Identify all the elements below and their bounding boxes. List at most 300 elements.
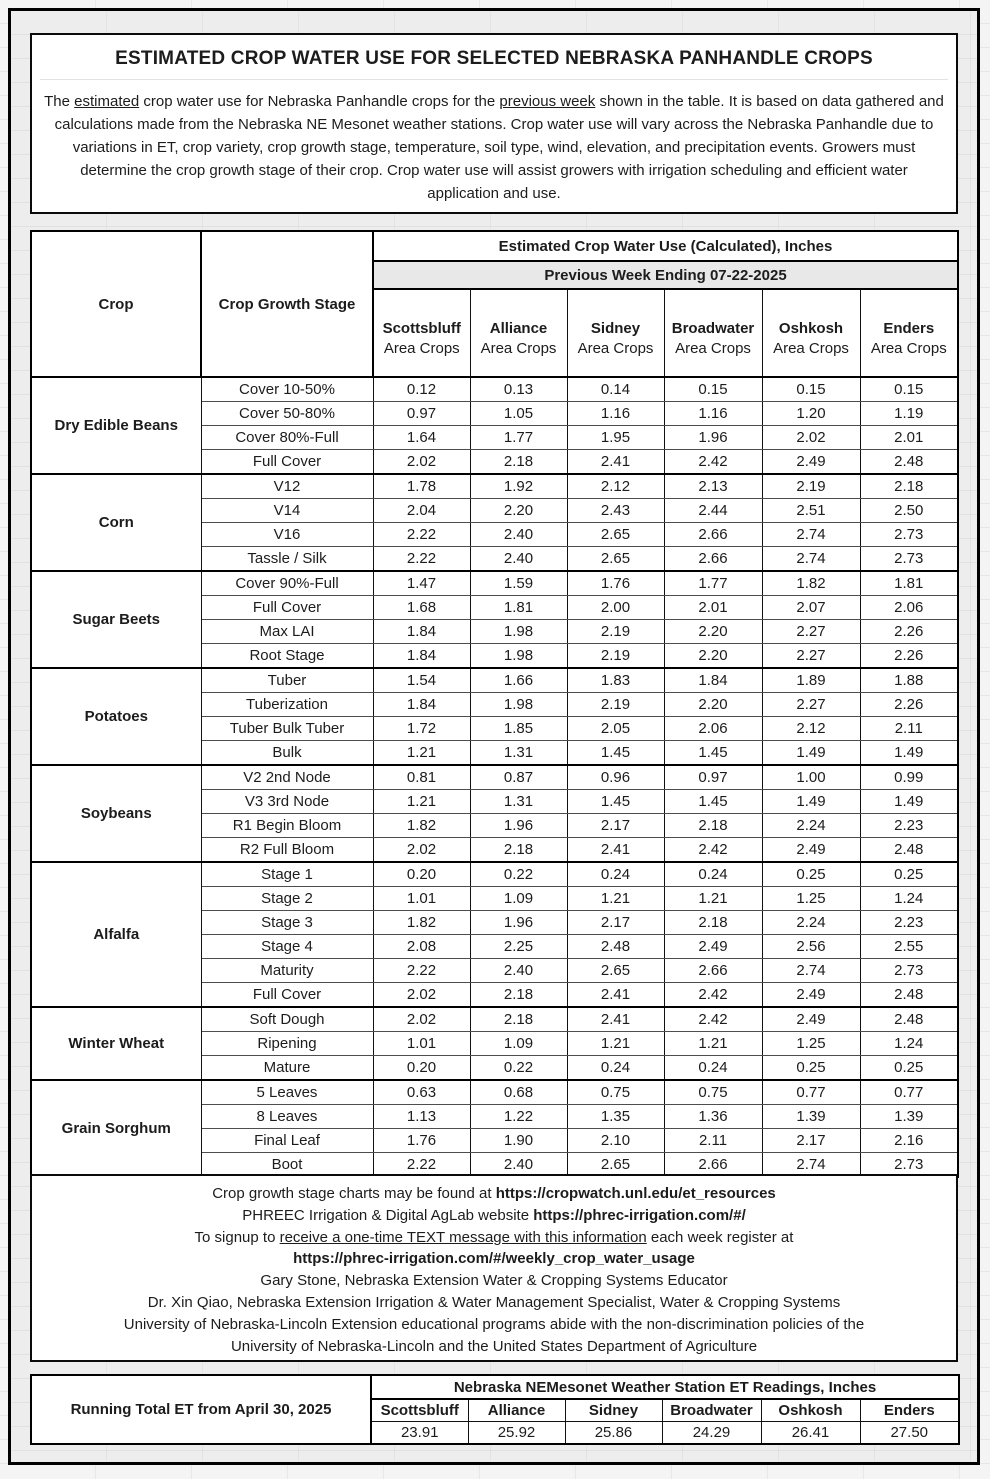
footer-box [30,1174,958,1362]
text-run: University of Nebraska-Lincoln Extension educational programs abide with the non-discrimination policies of the [123,1315,865,1333]
water-use-value-cell: 1.49 [860,790,958,814]
water-use-value-cell: 1.09 [470,887,567,911]
growth-stage-cell: Full Cover [201,596,373,620]
water-use-value-cell: 1.19 [860,402,958,426]
document-title: ESTIMATED CROP WATER USE FOR SELECTED NEBRASKA PANHANDLE CROPS [40,48,948,80]
water-use-value-cell: 0.22 [470,862,567,887]
water-use-value-cell: 1.76 [373,1129,470,1153]
water-use-value-cell: 2.02 [373,450,470,475]
water-use-value-cell: 0.99 [860,765,958,790]
water-use-value-cell: 1.72 [373,717,470,741]
water-use-value-cell: 1.09 [470,1032,567,1056]
water-use-value-cell: 2.40 [470,547,567,572]
water-use-value-cell: 2.55 [860,935,958,959]
water-use-value-cell: 2.19 [567,644,664,669]
et-value-cell: 23.91 [371,1422,468,1445]
crop-name-cell: Dry Edible Beans [31,377,201,474]
station-sub-label: Area Crops [480,339,557,357]
growth-stage-cell: 5 Leaves [201,1080,373,1105]
water-use-value-cell: 2.48 [860,450,958,475]
intro-paragraph [44,90,944,205]
water-use-value-cell: 2.17 [567,814,664,838]
water-use-value-cell: 2.74 [762,1153,860,1178]
col-header-crop: Crop [31,231,201,377]
water-use-value-cell: 2.12 [567,474,664,499]
water-use-value-cell: 2.26 [860,620,958,644]
water-use-value-cell: 1.45 [567,790,664,814]
et-readings-table [30,1374,960,1445]
water-use-value-cell: 1.05 [470,402,567,426]
growth-stage-cell: Bulk [201,741,373,766]
text-run: each week register at [646,1228,794,1246]
water-use-value-cell: 1.24 [860,1032,958,1056]
crop-stage-row [31,377,958,402]
water-use-value-cell: 1.49 [860,741,958,766]
water-use-value-cell: 2.27 [762,693,860,717]
water-use-value-cell: 1.98 [470,620,567,644]
water-use-value-cell: 1.68 [373,596,470,620]
water-use-value-cell: 2.51 [762,499,860,523]
water-use-value-cell: 1.82 [373,814,470,838]
water-use-value-cell: 2.19 [762,474,860,499]
water-use-value-cell: 1.89 [762,668,860,693]
water-use-value-cell: 1.31 [470,741,567,766]
water-use-value-cell: 0.15 [860,377,958,402]
growth-stage-cell: Tuber [201,668,373,693]
water-use-value-cell: 1.21 [567,1032,664,1056]
water-use-value-cell: 1.98 [470,693,567,717]
et-value-cell: 27.50 [860,1422,959,1445]
et-value-cell: 25.92 [468,1422,565,1445]
growth-stage-cell: Stage 4 [201,935,373,959]
et-station-header: Broadwater [662,1399,761,1422]
crop-name-cell: Alfalfa [31,862,201,1007]
water-use-value-cell: 0.20 [373,1056,470,1081]
water-use-value-cell: 1.01 [373,887,470,911]
water-use-value-cell: 2.02 [373,983,470,1008]
station-column-header [470,289,567,377]
water-use-value-cell: 2.18 [470,1007,567,1032]
et-station-header: Alliance [468,1399,565,1422]
water-use-value-cell: 2.73 [860,523,958,547]
growth-stage-cell: Full Cover [201,983,373,1008]
growth-stage-cell: Cover 10-50% [201,377,373,402]
growth-stage-cell: Stage 1 [201,862,373,887]
water-use-value-cell: 2.27 [762,644,860,669]
text-run: shown in the table. It is based on data gathered and calculations made from the Nebraska NE Mesonet weather stations. Crop water use will vary across the Nebraska Panhandle due to variations in ET, crop variety, crop growth stage, temperature, soil type, wind, elevation, and precipitation events. Growers must determine the crop growth stage of their crop. Crop water use will assist growers with irrigation scheduling and efficient water application and use. [54,93,944,202]
growth-stage-cell: 8 Leaves [201,1105,373,1129]
et-value-cell: 26.41 [761,1422,860,1445]
water-use-value-cell: 2.17 [567,911,664,935]
water-use-value-cell: 2.20 [664,644,762,669]
water-use-value-cell: 0.97 [664,765,762,790]
water-use-value-cell: 2.65 [567,1153,664,1178]
text-run: Crop growth stage charts may be found at [212,1185,496,1202]
water-use-value-cell: 2.49 [664,935,762,959]
footer-line [32,1183,956,1205]
growth-stage-cell: R2 Full Bloom [201,838,373,863]
growth-stage-cell: Stage 3 [201,911,373,935]
water-use-value-cell: 1.84 [664,668,762,693]
water-use-value-cell: 2.74 [762,547,860,572]
growth-stage-cell: Soft Dough [201,1007,373,1032]
water-use-value-cell: 0.15 [762,377,860,402]
water-use-value-cell: 2.66 [664,1153,762,1178]
water-use-value-cell: 2.48 [860,983,958,1008]
station-column-header [664,289,762,377]
water-use-value-cell: 1.24 [860,887,958,911]
water-use-value-cell: 1.45 [567,741,664,766]
water-use-value-cell: 2.26 [860,693,958,717]
water-use-value-cell: 1.77 [664,571,762,596]
text-run: Dr. Xin Qiao, Nebraska Extension Irrigation & Water Management Specialist, Water & Cropping Systems [147,1293,841,1311]
water-use-value-cell: 2.42 [664,838,762,863]
water-use-value-cell: 2.02 [373,838,470,863]
table-span-title: Estimated Crop Water Use (Calculated), Inches [373,231,958,261]
water-use-value-cell: 2.18 [664,814,762,838]
water-use-value-cell: 2.42 [664,450,762,475]
water-use-value-cell: 1.21 [567,887,664,911]
water-use-value-cell: 0.15 [664,377,762,402]
growth-stage-cell: R1 Begin Bloom [201,814,373,838]
growth-stage-cell: V12 [201,474,373,499]
water-use-value-cell: 1.64 [373,426,470,450]
water-use-value-cell: 1.21 [664,1032,762,1056]
water-use-value-cell: 1.83 [567,668,664,693]
water-use-value-cell: 2.02 [373,1007,470,1032]
crop-stage-row [31,571,958,596]
growth-stage-cell: Maturity [201,959,373,983]
water-use-value-cell: 2.66 [664,547,762,572]
water-use-value-cell: 2.08 [373,935,470,959]
water-use-value-cell: 2.18 [664,911,762,935]
water-use-value-cell: 2.19 [567,693,664,717]
water-use-value-cell: 2.00 [567,596,664,620]
water-use-value-cell: 1.96 [470,814,567,838]
water-use-value-cell: 1.81 [860,571,958,596]
water-use-value-cell: 1.84 [373,644,470,669]
water-use-value-cell: 2.18 [860,474,958,499]
station-sub-label: Area Crops [577,339,654,357]
growth-stage-cell: Mature [201,1056,373,1081]
et-table-title: Nebraska NEMesonet Weather Station ET Readings, Inches [371,1375,959,1399]
footer-link[interactable]: https://cropwatch.unl.edu/et_resources [495,1185,776,1202]
water-use-value-cell: 2.49 [762,838,860,863]
footer-line [32,1248,956,1270]
water-use-value-cell: 2.18 [470,450,567,475]
water-use-value-cell: 2.42 [664,1007,762,1032]
water-use-value-cell: 2.20 [664,693,762,717]
water-use-value-cell: 2.44 [664,499,762,523]
water-use-value-cell: 1.36 [664,1105,762,1129]
station-name: Enders [883,319,935,337]
water-use-value-cell: 2.17 [762,1129,860,1153]
water-use-value-cell: 2.48 [567,935,664,959]
water-use-value-cell: 1.21 [373,790,470,814]
water-use-value-cell: 2.22 [373,523,470,547]
water-use-value-cell: 0.20 [373,862,470,887]
growth-stage-cell: V2 2nd Node [201,765,373,790]
water-use-value-cell: 1.35 [567,1105,664,1129]
station-column-header [373,289,470,377]
water-use-value-cell: 2.65 [567,523,664,547]
text-run: The [44,93,75,110]
water-use-value-cell: 2.26 [860,644,958,669]
week-ending-header: Previous Week Ending 07-22-2025 [373,261,958,289]
water-use-value-cell: 1.16 [664,402,762,426]
water-use-value-cell: 2.48 [860,1007,958,1032]
growth-stage-cell: Tuber Bulk Tuber [201,717,373,741]
water-use-value-cell: 2.41 [567,983,664,1008]
water-use-value-cell: 1.49 [762,741,860,766]
growth-stage-cell: Max LAI [201,620,373,644]
station-column-header [860,289,958,377]
crop-name-cell: Corn [31,474,201,571]
water-use-value-cell: 2.11 [860,717,958,741]
station-name: Broadwater [671,319,755,337]
water-use-value-cell: 1.45 [664,790,762,814]
water-use-value-cell: 1.85 [470,717,567,741]
growth-stage-cell: Cover 90%-Full [201,571,373,596]
water-use-value-cell: 2.22 [373,547,470,572]
growth-stage-cell: V16 [201,523,373,547]
crop-stage-row [31,765,958,790]
text-run: Gary Stone, Nebraska Extension Water & Cropping Systems Educator [260,1272,728,1290]
crop-stage-row [31,668,958,693]
water-use-value-cell: 2.06 [860,596,958,620]
et-station-header: Sidney [565,1399,662,1422]
underlined-text: receive a one-time TEXT message with this information [279,1228,647,1246]
station-column-header [567,289,664,377]
growth-stage-cell: Cover 80%-Full [201,426,373,450]
footer-line [32,1292,956,1314]
crop-stage-row [31,1080,958,1105]
water-use-value-cell: 0.25 [762,1056,860,1081]
station-name: Scottsbluff [382,319,461,337]
water-use-value-cell: 2.66 [664,959,762,983]
water-use-value-cell: 1.21 [664,887,762,911]
water-use-value-cell: 0.22 [470,1056,567,1081]
water-use-value-cell: 2.16 [860,1129,958,1153]
station-name: Oshkosh [778,319,844,337]
crop-stage-row [31,862,958,887]
et-value-cell: 25.86 [565,1422,662,1445]
water-use-value-cell: 0.77 [860,1080,958,1105]
water-use-value-cell: 2.23 [860,911,958,935]
water-use-value-cell: 2.66 [664,523,762,547]
et-value-cell: 24.29 [662,1422,761,1445]
crop-name-cell: Sugar Beets [31,571,201,668]
station-column-header [762,289,860,377]
water-use-value-cell: 1.95 [567,426,664,450]
water-use-value-cell: 2.65 [567,959,664,983]
water-use-value-cell: 0.77 [762,1080,860,1105]
water-use-value-cell: 1.22 [470,1105,567,1129]
water-use-value-cell: 1.98 [470,644,567,669]
title-box [30,33,958,214]
water-use-value-cell: 2.50 [860,499,958,523]
growth-stage-cell: Ripening [201,1032,373,1056]
growth-stage-cell: Final Leaf [201,1129,373,1153]
water-use-value-cell: 2.40 [470,959,567,983]
water-use-value-cell: 1.45 [664,741,762,766]
table-header-row-1 [31,231,958,261]
water-use-value-cell: 2.74 [762,523,860,547]
water-use-value-cell: 1.00 [762,765,860,790]
water-use-value-cell: 0.24 [664,862,762,887]
water-use-value-cell: 2.11 [664,1129,762,1153]
water-use-value-cell: 2.24 [762,911,860,935]
water-use-value-cell: 1.90 [470,1129,567,1153]
water-use-value-cell: 2.41 [567,450,664,475]
water-use-value-cell: 1.96 [470,911,567,935]
water-use-value-cell: 1.20 [762,402,860,426]
growth-stage-cell: Stage 2 [201,887,373,911]
text-run: University of Nebraska-Lincoln and the United States Department of Agriculture [230,1337,758,1355]
water-use-value-cell: 2.24 [762,814,860,838]
water-use-value-cell: 2.65 [567,547,664,572]
water-use-value-cell: 0.81 [373,765,470,790]
water-use-value-cell: 0.13 [470,377,567,402]
water-use-value-cell: 1.16 [567,402,664,426]
water-use-value-cell: 1.77 [470,426,567,450]
water-use-value-cell: 1.81 [470,596,567,620]
footer-link[interactable]: https://phrec-irrigation.com/#/ [533,1206,746,1224]
growth-stage-cell: Cover 50-80% [201,402,373,426]
water-use-value-cell: 1.96 [664,426,762,450]
water-use-value-cell: 2.27 [762,620,860,644]
crop-table-body [31,377,958,1177]
growth-stage-cell: Root Stage [201,644,373,669]
water-use-value-cell: 1.49 [762,790,860,814]
growth-stage-cell: Tassle / Silk [201,547,373,572]
water-use-value-cell: 1.78 [373,474,470,499]
footer-link[interactable]: https://phrec-irrigation.com/#/weekly_crop_water_usage [293,1250,695,1268]
water-use-value-cell: 1.25 [762,1032,860,1056]
crop-name-cell: Winter Wheat [31,1007,201,1080]
water-use-value-cell: 0.25 [860,1056,958,1081]
station-name: Sidney [590,319,641,337]
water-use-value-cell: 2.22 [373,959,470,983]
underlined-text: estimated [74,93,140,110]
station-name: Alliance [489,319,548,337]
crop-water-use-table [30,230,959,1178]
text-run: crop water use for Nebraska Panhandle crops for the [139,93,500,110]
water-use-value-cell: 0.87 [470,765,567,790]
et-header-row [31,1375,959,1399]
water-use-value-cell: 1.59 [470,571,567,596]
water-use-value-cell: 0.75 [664,1080,762,1105]
water-use-value-cell: 2.22 [373,1153,470,1178]
water-use-value-cell: 2.07 [762,596,860,620]
water-use-value-cell: 1.54 [373,668,470,693]
water-use-value-cell: 2.49 [762,983,860,1008]
water-use-value-cell: 2.01 [860,426,958,450]
text-run: PHREEC Irrigation & Digital AgLab website [242,1206,534,1224]
water-use-value-cell: 2.19 [567,620,664,644]
water-use-value-cell: 2.10 [567,1129,664,1153]
water-use-value-cell: 0.63 [373,1080,470,1105]
water-use-value-cell: 2.74 [762,959,860,983]
growth-stage-cell: V14 [201,499,373,523]
et-station-header: Enders [860,1399,959,1422]
water-use-value-cell: 2.01 [664,596,762,620]
footer-line [32,1227,956,1249]
water-use-value-cell: 2.73 [860,959,958,983]
water-use-value-cell: 2.56 [762,935,860,959]
water-use-value-cell: 2.43 [567,499,664,523]
water-use-value-cell: 1.39 [860,1105,958,1129]
water-use-value-cell: 2.25 [470,935,567,959]
et-row-label: Running Total ET from April 30, 2025 [31,1375,371,1444]
water-use-value-cell: 2.13 [664,474,762,499]
water-use-value-cell: 1.88 [860,668,958,693]
water-use-value-cell: 1.39 [762,1105,860,1129]
water-use-value-cell: 2.73 [860,1153,958,1178]
water-use-value-cell: 0.96 [567,765,664,790]
water-use-value-cell: 0.68 [470,1080,567,1105]
water-use-value-cell: 2.23 [860,814,958,838]
crop-stage-row [31,1007,958,1032]
text-run: To signup to [194,1228,280,1246]
water-use-value-cell: 2.41 [567,1007,664,1032]
water-use-value-cell: 2.04 [373,499,470,523]
water-use-value-cell: 2.48 [860,838,958,863]
water-use-value-cell: 2.06 [664,717,762,741]
water-use-value-cell: 2.12 [762,717,860,741]
growth-stage-cell: Full Cover [201,450,373,475]
station-sub-label: Area Crops [773,339,849,357]
footer-line [32,1336,956,1358]
water-use-value-cell: 2.41 [567,838,664,863]
water-use-value-cell: 2.20 [664,620,762,644]
crop-name-cell: Grain Sorghum [31,1080,201,1177]
water-use-value-cell: 2.49 [762,450,860,475]
footer-line [32,1314,956,1336]
water-use-value-cell: 2.02 [762,426,860,450]
et-station-header: Scottsbluff [371,1399,468,1422]
water-use-value-cell: 0.24 [567,1056,664,1081]
growth-stage-cell: V3 3rd Node [201,790,373,814]
footer-line [32,1270,956,1292]
water-use-value-cell: 2.40 [470,523,567,547]
water-use-value-cell: 1.47 [373,571,470,596]
water-use-value-cell: 1.13 [373,1105,470,1129]
station-sub-label: Area Crops [870,339,947,357]
station-sub-label: Area Crops [383,339,460,357]
water-use-value-cell: 2.18 [470,983,567,1008]
crop-name-cell: Potatoes [31,668,201,765]
water-use-value-cell: 0.14 [567,377,664,402]
water-use-value-cell: 1.84 [373,693,470,717]
water-use-value-cell: 2.49 [762,1007,860,1032]
crop-stage-row [31,474,958,499]
water-use-value-cell: 0.12 [373,377,470,402]
water-use-value-cell: 0.24 [664,1056,762,1081]
underlined-text: previous week [499,93,596,110]
crop-name-cell: Soybeans [31,765,201,862]
water-use-value-cell: 1.31 [470,790,567,814]
water-use-value-cell: 0.25 [762,862,860,887]
water-use-value-cell: 1.66 [470,668,567,693]
water-use-value-cell: 1.01 [373,1032,470,1056]
water-use-value-cell: 2.18 [470,838,567,863]
water-use-value-cell: 0.24 [567,862,664,887]
water-use-value-cell: 2.05 [567,717,664,741]
water-use-value-cell: 0.75 [567,1080,664,1105]
water-use-value-cell: 1.21 [373,741,470,766]
growth-stage-cell: Boot [201,1153,373,1178]
